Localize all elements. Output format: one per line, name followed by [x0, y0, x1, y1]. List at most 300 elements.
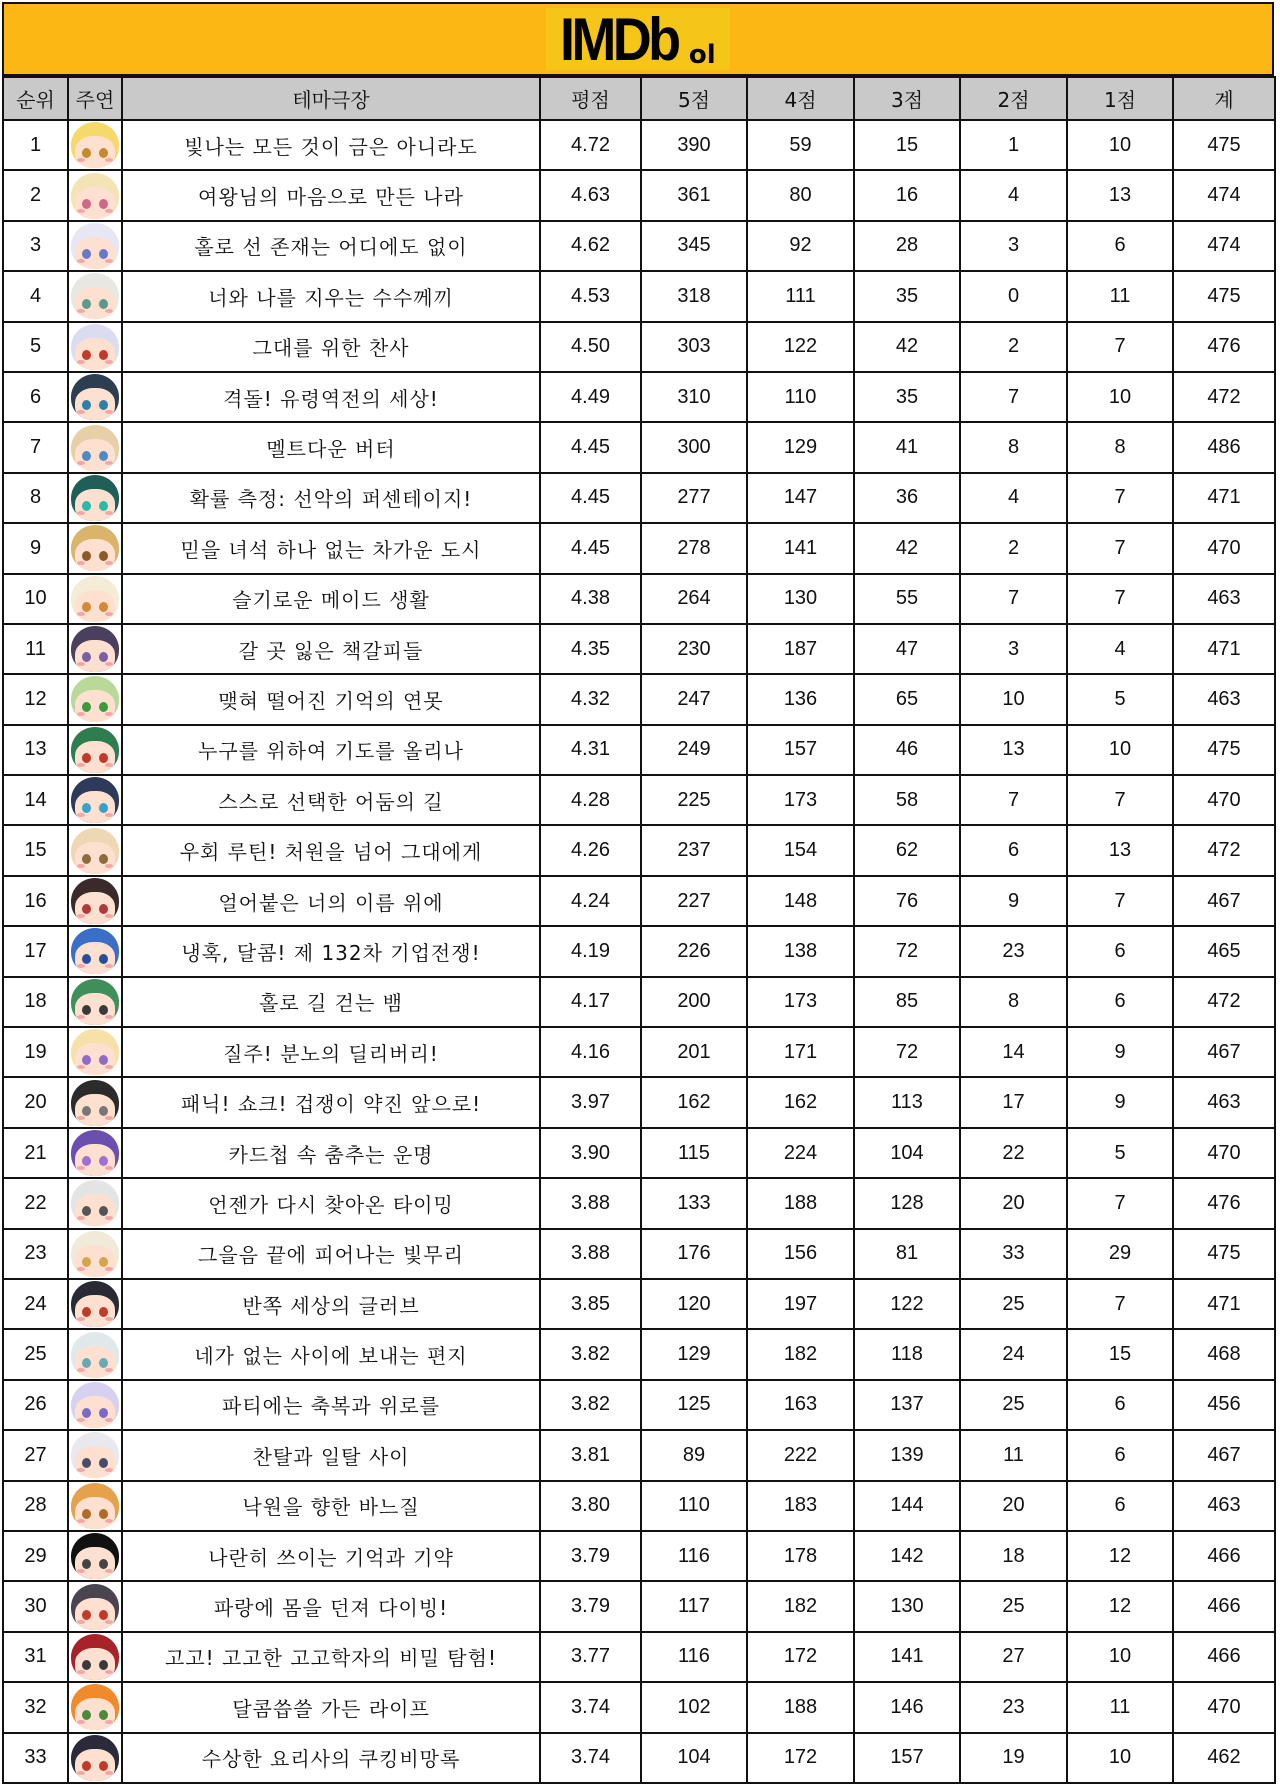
three-point-count: 55	[854, 574, 960, 624]
four-point-count: 188	[747, 1178, 854, 1228]
theme-cell: 너와 나를 지우는 수수께끼	[122, 271, 540, 321]
table-row[interactable]	[3, 1682, 1275, 1732]
total-count: 470	[1173, 1682, 1275, 1732]
table-row[interactable]	[3, 574, 1275, 624]
rank-cell: 6	[3, 372, 68, 422]
score-cell: 4.28	[540, 775, 641, 825]
rank-cell: 4	[3, 271, 68, 321]
score-cell: 3.82	[540, 1380, 641, 1430]
total-count: 463	[1173, 1481, 1275, 1531]
table-row[interactable]	[3, 221, 1275, 271]
theme-cell: 냉혹, 달콤! 제 132차 기업전쟁!	[122, 926, 540, 976]
two-point-count: 3	[960, 221, 1067, 271]
one-point-count: 10	[1067, 725, 1173, 775]
five-point-count: 278	[641, 523, 747, 573]
theme-cell: 홀로 선 존재는 어디에도 없이	[122, 221, 540, 271]
five-point-count: 227	[641, 876, 747, 926]
character-avatar-icon	[71, 1080, 119, 1126]
score-cell: 4.24	[540, 876, 641, 926]
lead-avatar-cell	[68, 725, 122, 775]
four-point-count: 111	[747, 271, 854, 321]
five-point-count: 226	[641, 926, 747, 976]
header-1-points[interactable]: 1점	[1067, 77, 1173, 120]
one-point-count: 6	[1067, 221, 1173, 271]
lead-avatar-cell	[68, 170, 122, 220]
two-point-count: 6	[960, 825, 1067, 875]
table-row[interactable]	[3, 1279, 1275, 1329]
theme-cell: 누구를 위하여 기도를 올리나	[122, 725, 540, 775]
character-avatar-icon	[71, 425, 119, 471]
one-point-count: 7	[1067, 322, 1173, 372]
character-avatar-icon	[71, 1483, 119, 1529]
total-count: 474	[1173, 221, 1275, 271]
total-count: 463	[1173, 1077, 1275, 1127]
table-row[interactable]	[3, 1077, 1275, 1127]
rank-cell: 7	[3, 422, 68, 472]
header-2-points[interactable]: 2점	[960, 77, 1067, 120]
header-lead[interactable]: 주연	[68, 77, 122, 120]
one-point-count: 10	[1067, 1733, 1173, 1783]
rank-cell: 15	[3, 825, 68, 875]
total-count: 463	[1173, 574, 1275, 624]
table-row[interactable]	[3, 1481, 1275, 1531]
three-point-count: 85	[854, 977, 960, 1027]
five-point-count: 361	[641, 170, 747, 220]
three-point-count: 72	[854, 1027, 960, 1077]
table-row[interactable]	[3, 1380, 1275, 1430]
lead-avatar-cell	[68, 473, 122, 523]
character-avatar-icon	[71, 374, 119, 420]
score-cell: 4.45	[540, 473, 641, 523]
five-point-count: 116	[641, 1632, 747, 1682]
header-row	[3, 77, 1275, 120]
two-point-count: 14	[960, 1027, 1067, 1077]
three-point-count: 36	[854, 473, 960, 523]
lead-avatar-cell	[68, 120, 122, 170]
character-avatar-icon	[71, 1634, 119, 1680]
character-avatar-icon	[71, 475, 119, 521]
table-row[interactable]	[3, 372, 1275, 422]
score-cell: 3.74	[540, 1733, 641, 1783]
lead-avatar-cell	[68, 523, 122, 573]
four-point-count: 59	[747, 120, 854, 170]
five-point-count: 249	[641, 725, 747, 775]
one-point-count: 9	[1067, 1027, 1173, 1077]
one-point-count: 7	[1067, 473, 1173, 523]
table-row[interactable]	[3, 977, 1275, 1027]
one-point-count: 29	[1067, 1229, 1173, 1279]
theme-cell: 멜트다운 버터	[122, 422, 540, 472]
total-count: 463	[1173, 674, 1275, 724]
total-count: 462	[1173, 1733, 1275, 1783]
lead-avatar-cell	[68, 1430, 122, 1480]
two-point-count: 4	[960, 473, 1067, 523]
three-point-count: 65	[854, 674, 960, 724]
rank-cell: 2	[3, 170, 68, 220]
total-count: 465	[1173, 926, 1275, 976]
two-point-count: 20	[960, 1178, 1067, 1228]
table-row[interactable]	[3, 523, 1275, 573]
three-point-count: 128	[854, 1178, 960, 1228]
one-point-count: 7	[1067, 775, 1173, 825]
ratings-table	[2, 76, 1276, 1784]
total-count: 470	[1173, 1128, 1275, 1178]
five-point-count: 115	[641, 1128, 747, 1178]
one-point-count: 7	[1067, 523, 1173, 573]
five-point-count: 125	[641, 1380, 747, 1430]
three-point-count: 46	[854, 725, 960, 775]
character-avatar-icon	[71, 1382, 119, 1428]
lead-avatar-cell	[68, 322, 122, 372]
table-row[interactable]	[3, 1733, 1275, 1783]
theme-cell: 낙원을 향한 바느질	[122, 1481, 540, 1531]
score-cell: 3.81	[540, 1430, 641, 1480]
lead-avatar-cell	[68, 1329, 122, 1379]
total-count: 470	[1173, 523, 1275, 573]
rank-cell: 32	[3, 1682, 68, 1732]
three-point-count: 146	[854, 1682, 960, 1732]
header-theme[interactable]: 테마극장	[122, 77, 540, 120]
score-cell: 3.90	[540, 1128, 641, 1178]
two-point-count: 10	[960, 674, 1067, 724]
character-avatar-icon	[71, 979, 119, 1025]
table-row[interactable]	[3, 825, 1275, 875]
rank-cell: 12	[3, 674, 68, 724]
theme-cell: 파랑에 몸을 던져 다이빙!	[122, 1581, 540, 1631]
lead-avatar-cell	[68, 372, 122, 422]
lead-avatar-cell	[68, 674, 122, 724]
total-count: 475	[1173, 725, 1275, 775]
rank-cell: 18	[3, 977, 68, 1027]
one-point-count: 10	[1067, 120, 1173, 170]
theme-cell: 슬기로운 메이드 생활	[122, 574, 540, 624]
five-point-count: 247	[641, 674, 747, 724]
total-count: 475	[1173, 1229, 1275, 1279]
character-avatar-icon	[71, 525, 119, 571]
five-point-count: 117	[641, 1581, 747, 1631]
five-point-count: 176	[641, 1229, 747, 1279]
rank-cell: 8	[3, 473, 68, 523]
two-point-count: 4	[960, 170, 1067, 220]
lead-avatar-cell	[68, 1581, 122, 1631]
table-row[interactable]	[3, 120, 1275, 170]
rank-cell: 16	[3, 876, 68, 926]
three-point-count: 130	[854, 1581, 960, 1631]
two-point-count: 22	[960, 1128, 1067, 1178]
score-cell: 4.32	[540, 674, 641, 724]
lead-avatar-cell	[68, 1077, 122, 1127]
five-point-count: 120	[641, 1279, 747, 1329]
table-row[interactable]	[3, 775, 1275, 825]
one-point-count: 8	[1067, 422, 1173, 472]
score-cell: 4.72	[540, 120, 641, 170]
theme-cell: 네가 없는 사이에 보내는 편지	[122, 1329, 540, 1379]
score-cell: 4.26	[540, 825, 641, 875]
lead-avatar-cell	[68, 1531, 122, 1581]
score-cell: 4.16	[540, 1027, 641, 1077]
four-point-count: 136	[747, 674, 854, 724]
rank-cell: 21	[3, 1128, 68, 1178]
three-point-count: 16	[854, 170, 960, 220]
rank-cell: 29	[3, 1531, 68, 1581]
score-cell: 3.79	[540, 1581, 641, 1631]
five-point-count: 89	[641, 1430, 747, 1480]
one-point-count: 12	[1067, 1531, 1173, 1581]
total-count: 472	[1173, 825, 1275, 875]
theme-cell: 반쪽 세상의 글러브	[122, 1279, 540, 1329]
two-point-count: 1	[960, 120, 1067, 170]
five-point-count: 277	[641, 473, 747, 523]
two-point-count: 17	[960, 1077, 1067, 1127]
two-point-count: 25	[960, 1581, 1067, 1631]
table-row[interactable]	[3, 725, 1275, 775]
four-point-count: 188	[747, 1682, 854, 1732]
two-point-count: 2	[960, 523, 1067, 573]
one-point-count: 15	[1067, 1329, 1173, 1379]
logo-suffix-text: ol	[688, 40, 716, 70]
table-row[interactable]	[3, 322, 1275, 372]
character-avatar-icon	[71, 777, 119, 823]
table-row[interactable]	[3, 926, 1275, 976]
table-row[interactable]	[3, 1531, 1275, 1581]
two-point-count: 7	[960, 775, 1067, 825]
lead-avatar-cell	[68, 1682, 122, 1732]
header-4-points[interactable]: 4점	[747, 77, 854, 120]
total-count: 476	[1173, 1178, 1275, 1228]
five-point-count: 310	[641, 372, 747, 422]
table-row[interactable]	[3, 473, 1275, 523]
three-point-count: 35	[854, 271, 960, 321]
five-point-count: 237	[641, 825, 747, 875]
three-point-count: 72	[854, 926, 960, 976]
one-point-count: 6	[1067, 926, 1173, 976]
five-point-count: 162	[641, 1077, 747, 1127]
header-total[interactable]: 계	[1173, 77, 1275, 120]
character-avatar-icon	[71, 676, 119, 722]
one-point-count: 11	[1067, 271, 1173, 321]
two-point-count: 8	[960, 977, 1067, 1027]
character-avatar-icon	[71, 223, 119, 269]
header-5-points[interactable]: 5점	[641, 77, 747, 120]
rank-cell: 9	[3, 523, 68, 573]
three-point-count: 15	[854, 120, 960, 170]
four-point-count: 141	[747, 523, 854, 573]
total-count: 466	[1173, 1581, 1275, 1631]
four-point-count: 147	[747, 473, 854, 523]
score-cell: 4.45	[540, 422, 641, 472]
rank-cell: 25	[3, 1329, 68, 1379]
table-row[interactable]	[3, 271, 1275, 321]
score-cell: 4.49	[540, 372, 641, 422]
table-row[interactable]	[3, 1632, 1275, 1682]
lead-avatar-cell	[68, 1128, 122, 1178]
score-cell: 4.62	[540, 221, 641, 271]
character-avatar-icon	[71, 1533, 119, 1579]
four-point-count: 222	[747, 1430, 854, 1480]
one-point-count: 5	[1067, 674, 1173, 724]
total-count: 486	[1173, 422, 1275, 472]
four-point-count: 129	[747, 422, 854, 472]
two-point-count: 7	[960, 574, 1067, 624]
four-point-count: 148	[747, 876, 854, 926]
three-point-count: 118	[854, 1329, 960, 1379]
five-point-count: 300	[641, 422, 747, 472]
table-row[interactable]	[3, 1027, 1275, 1077]
five-point-count: 110	[641, 1481, 747, 1531]
one-point-count: 7	[1067, 1178, 1173, 1228]
theme-cell: 고고! 고고한 고고학자의 비밀 탐험!	[122, 1632, 540, 1682]
four-point-count: 172	[747, 1733, 854, 1783]
score-cell: 3.79	[540, 1531, 641, 1581]
theme-cell: 달콤씁쓸 가든 라이프	[122, 1682, 540, 1732]
one-point-count: 10	[1067, 372, 1173, 422]
total-count: 474	[1173, 170, 1275, 220]
theme-cell: 갈 곳 잃은 책갈피들	[122, 624, 540, 674]
three-point-count: 142	[854, 1531, 960, 1581]
five-point-count: 230	[641, 624, 747, 674]
three-point-count: 35	[854, 372, 960, 422]
header-score[interactable]: 평점	[540, 77, 641, 120]
logo-main-text: IMDb	[560, 6, 678, 73]
four-point-count: 173	[747, 977, 854, 1027]
total-count: 466	[1173, 1632, 1275, 1682]
total-count: 471	[1173, 473, 1275, 523]
lead-avatar-cell	[68, 1279, 122, 1329]
three-point-count: 42	[854, 322, 960, 372]
theme-cell: 확률 측정: 선악의 퍼센테이지!	[122, 473, 540, 523]
four-point-count: 92	[747, 221, 854, 271]
four-point-count: 183	[747, 1481, 854, 1531]
total-count: 468	[1173, 1329, 1275, 1379]
two-point-count: 19	[960, 1733, 1067, 1783]
three-point-count: 42	[854, 523, 960, 573]
lead-avatar-cell	[68, 1380, 122, 1430]
theme-cell: 홀로 길 걷는 뱀	[122, 977, 540, 1027]
theme-cell: 패닉! 쇼크! 겁쟁이 약진 앞으로!	[122, 1077, 540, 1127]
rank-cell: 22	[3, 1178, 68, 1228]
theme-cell: 언젠가 다시 찾아온 타이밍	[122, 1178, 540, 1228]
theme-cell: 그대를 위한 찬사	[122, 322, 540, 372]
table-row[interactable]	[3, 1329, 1275, 1379]
rank-cell: 28	[3, 1481, 68, 1531]
one-point-count: 6	[1067, 1430, 1173, 1480]
table-row[interactable]	[3, 674, 1275, 724]
score-cell: 3.80	[540, 1481, 641, 1531]
four-point-count: 171	[747, 1027, 854, 1077]
rank-cell: 5	[3, 322, 68, 372]
theme-cell: 빛나는 모든 것이 금은 아니라도	[122, 120, 540, 170]
two-point-count: 24	[960, 1329, 1067, 1379]
three-point-count: 76	[854, 876, 960, 926]
table-row[interactable]	[3, 1430, 1275, 1480]
table-row[interactable]	[3, 1229, 1275, 1279]
three-point-count: 144	[854, 1481, 960, 1531]
character-avatar-icon	[71, 1432, 119, 1478]
three-point-count: 28	[854, 221, 960, 271]
character-avatar-icon	[71, 828, 119, 874]
five-point-count: 133	[641, 1178, 747, 1228]
lead-avatar-cell	[68, 271, 122, 321]
score-cell: 4.63	[540, 170, 641, 220]
one-point-count: 5	[1067, 1128, 1173, 1178]
one-point-count: 9	[1067, 1077, 1173, 1127]
four-point-count: 162	[747, 1077, 854, 1127]
theme-cell: 수상한 요리사의 쿠킹비망록	[122, 1733, 540, 1783]
rank-cell: 20	[3, 1077, 68, 1127]
character-avatar-icon	[71, 1231, 119, 1277]
header-3-points[interactable]: 3점	[854, 77, 960, 120]
table-row[interactable]	[3, 1128, 1275, 1178]
one-point-count: 12	[1067, 1581, 1173, 1631]
lead-avatar-cell	[68, 574, 122, 624]
lead-avatar-cell	[68, 1178, 122, 1228]
lead-avatar-cell	[68, 926, 122, 976]
four-point-count: 182	[747, 1329, 854, 1379]
lead-avatar-cell	[68, 825, 122, 875]
three-point-count: 81	[854, 1229, 960, 1279]
five-point-count: 303	[641, 322, 747, 372]
four-point-count: 122	[747, 322, 854, 372]
rank-cell: 14	[3, 775, 68, 825]
title-bar	[2, 2, 1274, 76]
score-cell: 3.88	[540, 1229, 641, 1279]
five-point-count: 104	[641, 1733, 747, 1783]
five-point-count: 264	[641, 574, 747, 624]
score-cell: 3.82	[540, 1329, 641, 1379]
table-row[interactable]	[3, 170, 1275, 220]
four-point-count: 156	[747, 1229, 854, 1279]
table-row[interactable]	[3, 876, 1275, 926]
two-point-count: 8	[960, 422, 1067, 472]
three-point-count: 113	[854, 1077, 960, 1127]
header-rank[interactable]: 순위	[3, 77, 68, 120]
table-row[interactable]	[3, 624, 1275, 674]
theme-cell: 스스로 선택한 어둠의 길	[122, 775, 540, 825]
theme-cell: 믿을 녀석 하나 없는 차가운 도시	[122, 523, 540, 573]
lead-avatar-cell	[68, 876, 122, 926]
rank-cell: 23	[3, 1229, 68, 1279]
rank-cell: 31	[3, 1632, 68, 1682]
table-row[interactable]	[3, 1581, 1275, 1631]
total-count: 475	[1173, 271, 1275, 321]
theme-cell: 여왕님의 마음으로 만든 나라	[122, 170, 540, 220]
lead-avatar-cell	[68, 977, 122, 1027]
three-point-count: 41	[854, 422, 960, 472]
theme-cell: 격돌! 유령역전의 세상!	[122, 372, 540, 422]
rank-cell: 24	[3, 1279, 68, 1329]
character-avatar-icon	[71, 1180, 119, 1226]
score-cell: 4.31	[540, 725, 641, 775]
table-row[interactable]	[3, 422, 1275, 472]
five-point-count: 200	[641, 977, 747, 1027]
two-point-count: 25	[960, 1279, 1067, 1329]
three-point-count: 104	[854, 1128, 960, 1178]
table-row[interactable]	[3, 1178, 1275, 1228]
character-avatar-icon	[71, 1281, 119, 1327]
one-point-count: 7	[1067, 1279, 1173, 1329]
score-cell: 4.38	[540, 574, 641, 624]
character-avatar-icon	[71, 727, 119, 773]
two-point-count: 25	[960, 1380, 1067, 1430]
theme-cell: 우회 루틴! 처원을 넘어 그대에게	[122, 825, 540, 875]
rank-cell: 33	[3, 1733, 68, 1783]
two-point-count: 3	[960, 624, 1067, 674]
three-point-count: 47	[854, 624, 960, 674]
lead-avatar-cell	[68, 1632, 122, 1682]
three-point-count: 139	[854, 1430, 960, 1480]
rank-cell: 19	[3, 1027, 68, 1077]
lead-avatar-cell	[68, 624, 122, 674]
